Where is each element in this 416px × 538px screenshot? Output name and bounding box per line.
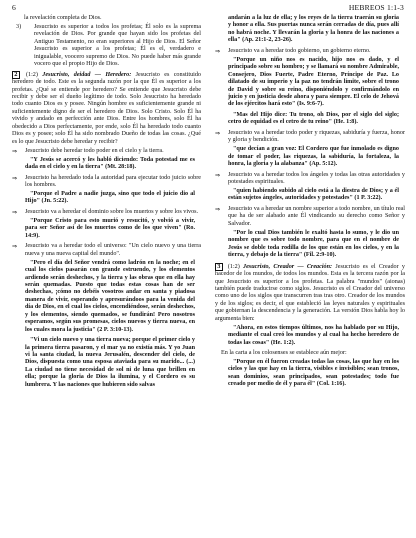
bullet-item — [215, 130, 405, 145]
double-arrow-icon: ⇒ — [215, 47, 221, 55]
double-arrow-icon: ⇒ — [12, 174, 18, 182]
scripture-quote: "Pero el día del Señor vendrá como ladrón en la noche; en el cual los cielos pasarán con grande estruendo, y los elementos ardiendo serán deshechos, y la tierra y las obras que en ella hay serán quemadas. Puesto que todas estas cosas han de ser deshechas, ¡cómo no debéis vosotros andar en santa y piadosa manera de vivir, esperando y apresurándoos para la venida del día de Dios, en el cual los cielos, encendiéndose, serán deshechos, y los elementos, siendo quemados, se fundirán! Pero nosotros esperamos, según sus promesas, cielos nuevos y tierra nueva, en los cuales mora la justicia" (2 P. 3:10-13). — [25, 259, 195, 333]
bullet-text: Jesucristo ha heredado toda la autoridad para ejecutar todo juicio sobre los hombres. — [25, 174, 201, 189]
running-head: HEBREOS 1:1-3 — [348, 3, 404, 12]
section-2 — [12, 71, 201, 147]
scripture-quote: andarán a la luz de ella; y los reyes de la tierra traerán su gloria y honor a ella. Sus puertas nunca serán cerradas de día, pues allí no habrá noche. Y llevarán la gloria y la honra de las naciones a ella" (Ap. 21:1-2, 23-26). — [228, 15, 399, 44]
left-column — [12, 15, 201, 392]
scripture-quote: "quien habiendo subido al cielo está a la diestra de Dios; y a él están sujetos ángeles, autoridades y potestades" (1 P. 3:22). — [228, 188, 399, 202]
bullet-item — [215, 172, 405, 187]
bullet-text: Jesucristo va a heredar todo gobierno, un gobierno eterno. — [228, 47, 371, 54]
double-arrow-icon: ⇒ — [12, 243, 18, 251]
scripture-quote: "Ahora, en estos tiempos últimos, nos ha hablado por su Hijo, mediante el cual creó los mundos y al cual ha hecho heredero de todas las cosas" (He. 1:2). — [228, 324, 399, 346]
scripture-quote: "Porque el Padre a nadie juzga, sino que todo el juicio dio al Hijo" (Jn. 5:22). — [25, 190, 195, 205]
bullet-text: Jesucristo debe heredar todo poder en el cielo y la tierra. — [25, 147, 164, 154]
bullet-item — [12, 243, 201, 258]
double-arrow-icon: ⇒ — [12, 147, 18, 155]
bullet-item — [12, 148, 201, 155]
bullet-text: Jesucristo va a heredar todo poder y riquezas, sabiduría y fuerza, honor y gloria y bendición. — [228, 129, 405, 144]
bullet-item — [12, 175, 201, 190]
scripture-quote: "Y Jesús se acercó y les habló diciendo: Toda potestad me es dada en el cielo y en la tierra" (Mt. 28:18). — [25, 156, 195, 171]
list-item-text: Jesucristo es superior a todos los profetas; Él solo es la suprema revelación de Dios. Por grande que hayan sido los profetas del Antiguo Testamento, no eran superiores al Hijo de Dios. El Señor Jesucristo es superior a los profetas; Él es el, verdadero e inigualable, voocero supremo de Dios. No puede haber más grande vocero que el propio Hijo de Dios. — [34, 23, 201, 68]
scripture-quote: "que decían a gran voz: El Cordero que fue inmolado es digno de tomar el poder, las riquezas, la sabiduría, la fortaleza, la honra, la gloria y la alabanza" (Ap. 5:12). — [228, 146, 399, 168]
double-arrow-icon: ⇒ — [215, 171, 221, 179]
section-text: Jesucristo es el Creador y hacedor de los mundos, de todos los mundos. Esta es la tercera razón por la que Jesucristo es superior a los profetas. La palabra "mundos" (aionas) también puede traducirse como siglos. Jesucristo es el Creador del universo como uno de los siglos que transcurren tras tras otro. Creador de los mundos y de los siglos; es decir, el que estableció las leyes naturales y espirituales que gobiernan la descendencia y la generación. La versión Dios habla hoy lo argumenta bien: — [215, 263, 405, 322]
paragraph: En la carta a los colosenses se establece aún mejor: — [221, 350, 347, 357]
section-number-box: 2 — [12, 71, 20, 79]
section-3 — [215, 263, 405, 324]
bullet-item — [215, 206, 405, 228]
scripture-quote: "Porque un niño nos es nacido, hijo nos es dado, y el principado sobre su hombro; y se llamará su nombre Admirable, Consejero, Dios Fuerte, Padre Eterno, Príncipe de Paz. Lo dilatado de su imperio y la paz no tendrán límite, sobre el trono de David y sobre su reino, disponiéndolo y confirmándolo en juicio y en justicia desde ahora y para siempre. El celo de Jehová de los ejércitos hará esto" (Is. 9:6-7). — [228, 56, 399, 108]
right-column — [215, 15, 405, 392]
section-title: Jesucristo, Creador — Creación: — [243, 263, 333, 270]
scripture-quote: "Mas del Hijo dice: Tu trono, oh Dios, por el siglo del siglo; cetro de equidad es el cetro de tu reino" (He. 1:8). — [228, 111, 399, 126]
section-title: Jesucristo, deidad — Heredero: — [42, 71, 132, 78]
scripture-quote: "Porque Cristo para esto murió y resucitó, y volvió a vivir, para ser Señor así de los muertos como de los que viven" (Ro. 14:9). — [25, 217, 195, 239]
bullet-text: Jesucristo va a heredar el dominio sobre los muertos y sobre los vivos. — [25, 208, 199, 215]
section-number-box: 3 — [215, 263, 223, 271]
scripture-quote: "Porque en él fueron creadas todas las cosas, las que hay en los cielos y las que hay en la tierra, visibles e invisibles; sean tronos, sean dominios, sean principados, sean potestades; todo fue creado por medio de él y para él" (Col. 1:16). — [228, 359, 399, 388]
section-ref: (1:2) — [25, 71, 38, 78]
page-number: 6 — [12, 3, 16, 12]
bullet-item — [12, 209, 201, 216]
double-arrow-icon: ⇒ — [12, 208, 18, 216]
scripture-quote: "Por lo cual Dios también le exaltó hasta lo sumo, y le dio un nombre que es sobre todo nombre, para que en el nombre de Jesús se doble toda rodilla de los que están en los cielos, y en la tierra, y debajo de la tierra" (Fil. 2:9-10). — [228, 229, 399, 259]
bullet-item — [215, 48, 405, 55]
section-ref: (1:2) — [227, 263, 240, 270]
double-arrow-icon: ⇒ — [215, 129, 221, 137]
list-number: 3) — [16, 23, 22, 30]
list-item — [12, 24, 201, 69]
section-text: Jesucristo es constituido heredero de todo. Este es la segunda razón por la que Él es superior a los profetas. ¿Qué se entiende por heredero? Se entiende que Jesucristo debe recibir y debe ser el dueño legítimo de todo. Solo Jesucristo ha heredado todo cuanto Dios es y posee. Ningún hombre es suficientemente grande ni suficientemente digno de ser el heredero de Dios. Solo Cristo. Solo Él ha vivido y andado en perfección ante Dios. Entre los hombres, solo Él ha obedecido a Dios perfectamente, por ende, solo Él ha heredado todo cuanto Dios es y posee; solo Él ha sido nombrado Dueño de todas las cosas. ¿Qué es lo que Jesucristo debe heredar y recibir? — [12, 71, 201, 145]
bullet-text: Jesucristo va a heredar un nombre superior a todo nombre, un título real que ha de ser alabado ante Él vindicando su derecho como Señor y Salvador. — [228, 205, 405, 227]
page-header — [8, 3, 408, 15]
double-arrow-icon: ⇒ — [215, 205, 221, 213]
scripture-quote: "Vi un cielo nuevo y una tierra nueva; porque el primer cielo y la primera tierra pasaron, y el mar ya no existía más. Y yo Juan vi la santa ciudad, la nueva Jerusalén, descender del cielo, de Dios, dispuesta como una esposa ataviada para su marido... (...) La ciudad no tiene necesidad de sol ni de luna que brillen en ella; porque la gloria de Dios la ilumina, y el Cordero es su lumbrera. Y las naciones que hubieren sido salvas — [25, 337, 195, 388]
bullet-text: Jesucristo va a heredar todo el universo: "Un cielo nuevo y una tierra nueva y una nueva capital del mundo". — [25, 243, 201, 257]
bullet-text: Jesucristo va a heredar todos los ángeles y todas las otras autoridades y potestades espirituales. — [228, 171, 405, 186]
paragraph: la revelación completa de Dios. — [24, 15, 102, 21]
